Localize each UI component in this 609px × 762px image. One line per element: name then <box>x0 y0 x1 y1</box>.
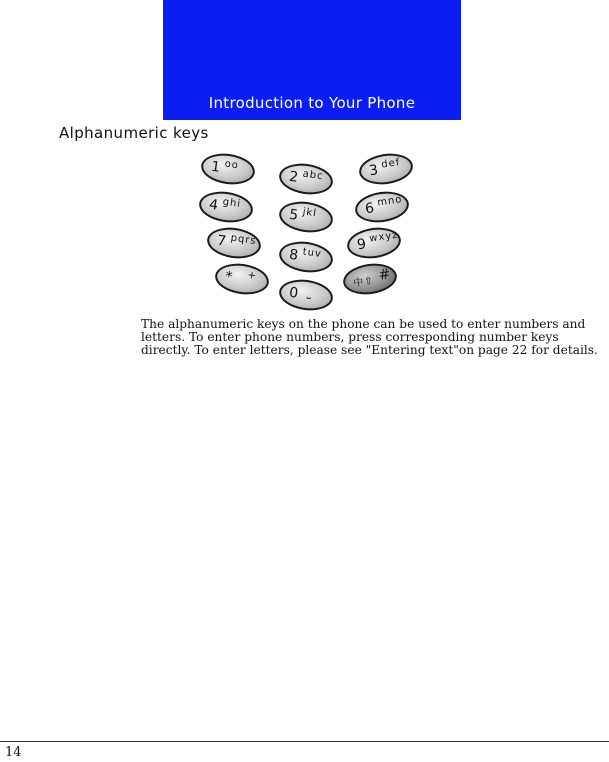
key-digit: 3 <box>368 162 380 180</box>
space-icon: ⎵ <box>306 288 313 300</box>
key-letters: tuv <box>301 246 323 261</box>
key-digit: # <box>377 266 392 284</box>
page-number: 14 <box>5 745 22 760</box>
key-9 <box>345 224 403 261</box>
key-6 <box>353 188 411 225</box>
key-letters: + <box>246 269 258 282</box>
key-letters: wxyz <box>368 229 400 245</box>
key-digit: 5 <box>288 206 300 224</box>
key-0 <box>277 276 335 313</box>
keypad-illustration <box>193 150 423 310</box>
key-digit: 6 <box>364 200 376 218</box>
key-digit: 9 <box>356 236 368 254</box>
chapter-banner <box>163 0 461 120</box>
key-8 <box>277 238 335 275</box>
chapter-title: Introduction to Your Phone <box>208 94 416 112</box>
key-letters: jkl <box>301 206 318 220</box>
key-letters: abc <box>301 168 325 183</box>
key-4 <box>197 188 255 225</box>
key-letters: def <box>380 157 402 171</box>
key-letters: pqrs <box>229 232 258 248</box>
key-digit: * <box>224 268 234 286</box>
key-7 <box>205 224 263 261</box>
section-heading: Alphanumeric keys <box>59 124 209 142</box>
key-5 <box>277 198 335 235</box>
key-2 <box>277 160 335 197</box>
input-mode-icon: 中⇧ <box>352 275 375 290</box>
key-1 <box>199 150 257 187</box>
key-digit: 8 <box>288 246 300 264</box>
key-3 <box>357 150 415 187</box>
voicemail-icon: oo <box>223 158 240 172</box>
key-digit: 2 <box>288 168 300 186</box>
key-digit: 0 <box>288 284 300 302</box>
footer-divider <box>0 741 609 742</box>
key-letters: mno <box>376 194 404 209</box>
key-digit: 7 <box>216 232 228 250</box>
key-hash <box>341 260 399 297</box>
key-star <box>213 260 271 297</box>
key-letters: ghi <box>221 196 242 211</box>
key-digit: 1 <box>210 158 222 176</box>
key-digit: 4 <box>208 196 220 214</box>
description-paragraph: The alphanumeric keys on the phone can be used to enter numbers and letters. To enter phone numbers, press corresponding number keys directly. To enter letters, please see "Entering text"on page 22 for details. <box>141 317 598 357</box>
